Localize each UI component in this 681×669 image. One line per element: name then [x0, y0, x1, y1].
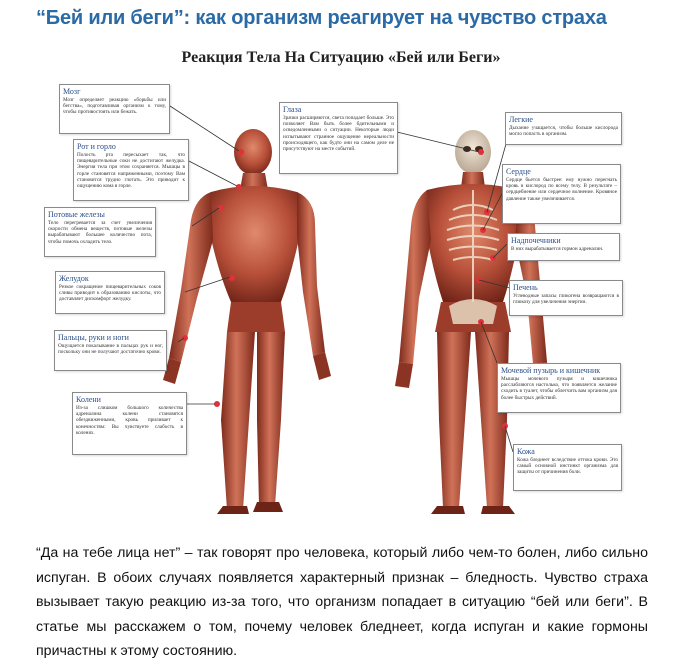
- callout-title: Мочевой пузырь и кишечник: [501, 366, 601, 375]
- callout-text: Зрачки расширяются, света попадает больше. Это позволяет Вам быть более бдительными и осведомленными о ситуации. Некоторые люди испытывают странное ощущение нереальности происходящего, как будто они на самом деле не присутствуют на месте событий.: [283, 115, 394, 153]
- callout-knees: [72, 392, 187, 455]
- callout-title: Надпочечники: [511, 236, 561, 245]
- callout-mouth-throat: [73, 139, 189, 201]
- callout-text: Ощущается покалывание в пальцах рук и ног, поскольку они не получают достаточно крови.: [58, 343, 163, 356]
- callout-title: Печень: [513, 283, 538, 292]
- callout-text: Мозг определяет реакцию «борьбы или бегства», подготавливая организм к тому, чтобы противостоять или бежать.: [63, 97, 166, 116]
- callout-heart: [502, 164, 621, 224]
- infographic-title: Реакция Тела На Ситуацию «Бей или Беги»: [181, 49, 501, 66]
- callout-text: Кожа бледнеет вследствие оттока крови. Это самый основной инстинкт организма для защиты от причинения боли.: [517, 457, 618, 476]
- article-paragraph: “Да на тебе лица нет” – так говорят про человека, который либо чем-то болен, либо сильно испуган. В обоих случаях появляется характерный признак – бледность. Чувство страха вызывает такую реакцию из-за того, что организм попадает в ситуацию “бей или беги”. В статье мы расскажем о том, почему человек бледнеет, когда испуган и какие гормоны причастны к этому состоянию.: [36, 545, 648, 659]
- callout-text: Тело перегревается за счет увеличения скорости обмена веществ, потовые железы вырабатывают большее количество пота, чтобы помочь охладить тело.: [48, 220, 152, 245]
- callout-title: Легкие: [509, 115, 533, 124]
- callout-title: Сердце: [506, 167, 531, 176]
- callout-title: Желудок: [59, 274, 89, 283]
- callout-text: Сердце бьется быстрее: ему нужно перегнать кровь и кислород по всему телу. В результате – сердцебиение или сердечное волнение. Кровяное давление также увеличивается.: [506, 177, 617, 202]
- callout-text: Мышцы мочевого пузыря и кишечника расслабляются настолько, что появляется желание сходить в туалет, чтобы облегчить вам организм для более быстрых действий.: [501, 376, 617, 401]
- callout-text: Из-за слишком большого количества адреналина колени становятся обездвиженными, кровь приливает к конечностям: Вы чувствуете слабость в коленях.: [76, 405, 183, 436]
- callout-stomach: [55, 271, 165, 314]
- callout-brain: [59, 84, 170, 134]
- callout-title: Мозг: [63, 87, 81, 96]
- callout-sweat-glands: [44, 207, 156, 257]
- callout-title: Рот и горло: [77, 142, 116, 151]
- callout-text: Углеводные запасы гликогена возвращаются в глюкозу для увеличения энергии.: [513, 293, 619, 306]
- callout-eyes: [279, 102, 398, 174]
- callout-liver: [509, 280, 623, 316]
- callout-adrenal-glands: [507, 233, 620, 261]
- callout-text: В них вырабатывается гормон адреналин.: [511, 246, 604, 252]
- callout-title: Глаза: [283, 105, 302, 114]
- callout-skin: [513, 444, 622, 491]
- callout-title: Кожа: [517, 447, 535, 456]
- callout-bladder-intestine: [497, 363, 621, 413]
- callout-title: Колени: [76, 395, 101, 404]
- callout-text: Полость рта пересыхает так, что пищеварительные соки не достигают желудка. Энергия тела при этом сохраняется. Мышцы в горле становятся напряженными, поэтому Вам становится трудно глотать. Это приводит к ощущению кома в горле.: [77, 152, 185, 190]
- callout-fingers-hands-feet: [54, 330, 167, 371]
- callout-title: Пальцы, руки и ноги: [58, 333, 129, 342]
- callout-title: Потовые железы: [48, 210, 105, 219]
- callout-text: Дыхание учащается, чтобы больше кислорода могло попасть в организм.: [509, 125, 618, 138]
- callout-text: Резкое сокращение пищеварительных соков сливы приводит к образованию кислоты, что доставляет дискомфорт желудку.: [59, 284, 161, 303]
- callout-lungs: [505, 112, 622, 145]
- infographic: [35, 40, 647, 518]
- article-headline: “Бей или беги”: как организм реагирует на чувство страха: [36, 7, 607, 29]
